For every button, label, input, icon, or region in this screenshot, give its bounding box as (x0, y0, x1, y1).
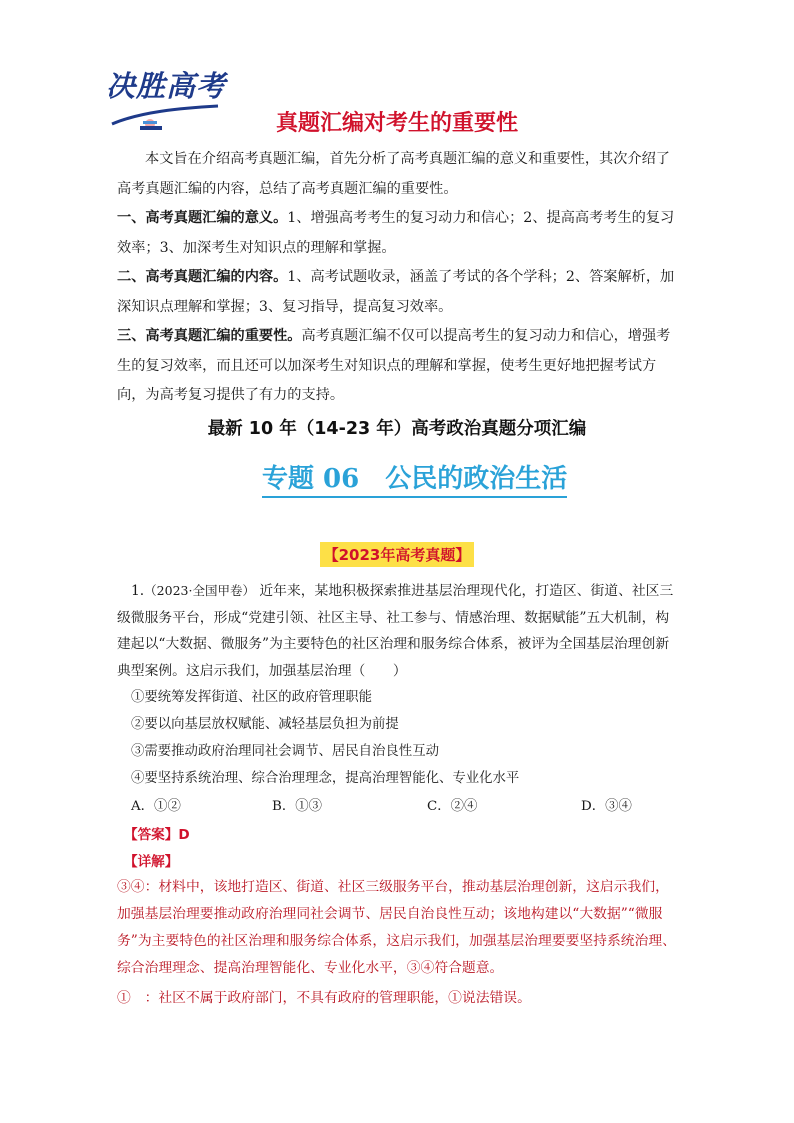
question-number: 1. (131, 583, 145, 599)
year-heading (0, 542, 794, 567)
year-bracket-close: 】 (455, 546, 471, 564)
detail-label: 【详解】 (124, 854, 179, 870)
section-body: 1、增强高考考生的复习动力和信心；2、提高高考考生的复习效率；3、加深考生对知识点的理解和掌握。 (117, 210, 675, 256)
intro-paragraph: 本文旨在介绍高考真题汇编，首先分析了高考真题汇编的意义和重要性，其次介绍了高考真题汇编的内容，总结了高考真题汇编的重要性。 (117, 151, 670, 197)
choice-d: D．③④ (581, 799, 632, 814)
section-heading: 三、高考真题汇编的重要性。 (117, 328, 302, 344)
question-option: ③需要推动政府治理同社会调节、居民自治良性互动 (131, 744, 439, 759)
year-value: 2023 (338, 546, 381, 564)
question-option: ④要坚持系统治理、综合治理理念，提高治理智能化、专业化水平 (131, 771, 520, 786)
section-heading: 一、高考真题汇编的意义。 (117, 210, 288, 226)
section-heading: 二、高考真题汇编的内容。 (117, 269, 288, 285)
answer-value: D (178, 827, 190, 843)
choice-c: C．②④ (427, 799, 478, 814)
answer-line (124, 823, 190, 843)
answer-label: 【答案】 (124, 827, 179, 843)
logo-text: 决胜高考 (106, 69, 227, 103)
question-option: ①要统筹发挥街道、社区的政府管理职能 (131, 690, 373, 705)
section-body: 高考真题汇编不仅可以提高考生的复习动力和信心，增强考生的复习效率，而且还可以加深考生对知识点的理解和掌握，使考生更好地把握考试方向，为高考复习提供了有力的支持。 (117, 328, 671, 403)
section-significance (117, 204, 677, 263)
section-body: 1、高考试题收录，涵盖了考试的各个学科；2、答案解析，加深知识点理解和掌握；3、复习指导，提高复习效率。 (117, 269, 675, 315)
year-heading-highlight (320, 542, 475, 567)
question-source: （2023·全国甲卷） (144, 583, 255, 598)
question-text: 近年来，某地积极探索推进基层治理现代化，打造区、街道、社区三级微服务平台，形成“党建引领、社区主导、社工参与、情感治理、数据赋能”五大机制，构建起以“大数据、微服务”为主要特色的社区治理和服务综合体系，被评为全国基层治理创新典型案例。这启示我们，加强基层治理（ ） (117, 583, 674, 679)
choice-a: A．①② (131, 799, 181, 814)
topic-title: 专题 06 公民的政治生活 (262, 462, 567, 498)
explanation-paragraph-2: ① ：社区不属于政府部门，不具有政府的管理职能，①说法错误。 (117, 990, 531, 1006)
question-stem (117, 578, 679, 684)
collection-subheading: 最新 10 年（14-23 年）高考政治真题分项汇编 (207, 419, 587, 439)
section-content (117, 263, 677, 322)
page-title-text: 真题汇编对考生的重要性 (275, 111, 518, 136)
year-heading-text: 年高考真题 (380, 546, 456, 564)
section-importance (117, 322, 677, 411)
choice-b: B．①③ (272, 799, 323, 814)
explanation-paragraph: ③④：材料中，该地打造区、街道、社区三级服务平台，推动基层治理创新，这启示我们，加强基层治理要推动政府治理同社会调节、居民自治良性互动；该地构建以“大数据”“微服务”为主要特色的社区治理和服务综合体系，这启示我们，加强基层治理要要坚持系统治理、综合治理理念、提高治理智能化、专业化水平，③④符合题意。 (117, 879, 676, 976)
year-bracket-open: 【 (323, 546, 339, 564)
page-title (0, 106, 794, 137)
question-option: ②要以向基层放权赋能、减轻基层负担为前提 (131, 717, 399, 732)
